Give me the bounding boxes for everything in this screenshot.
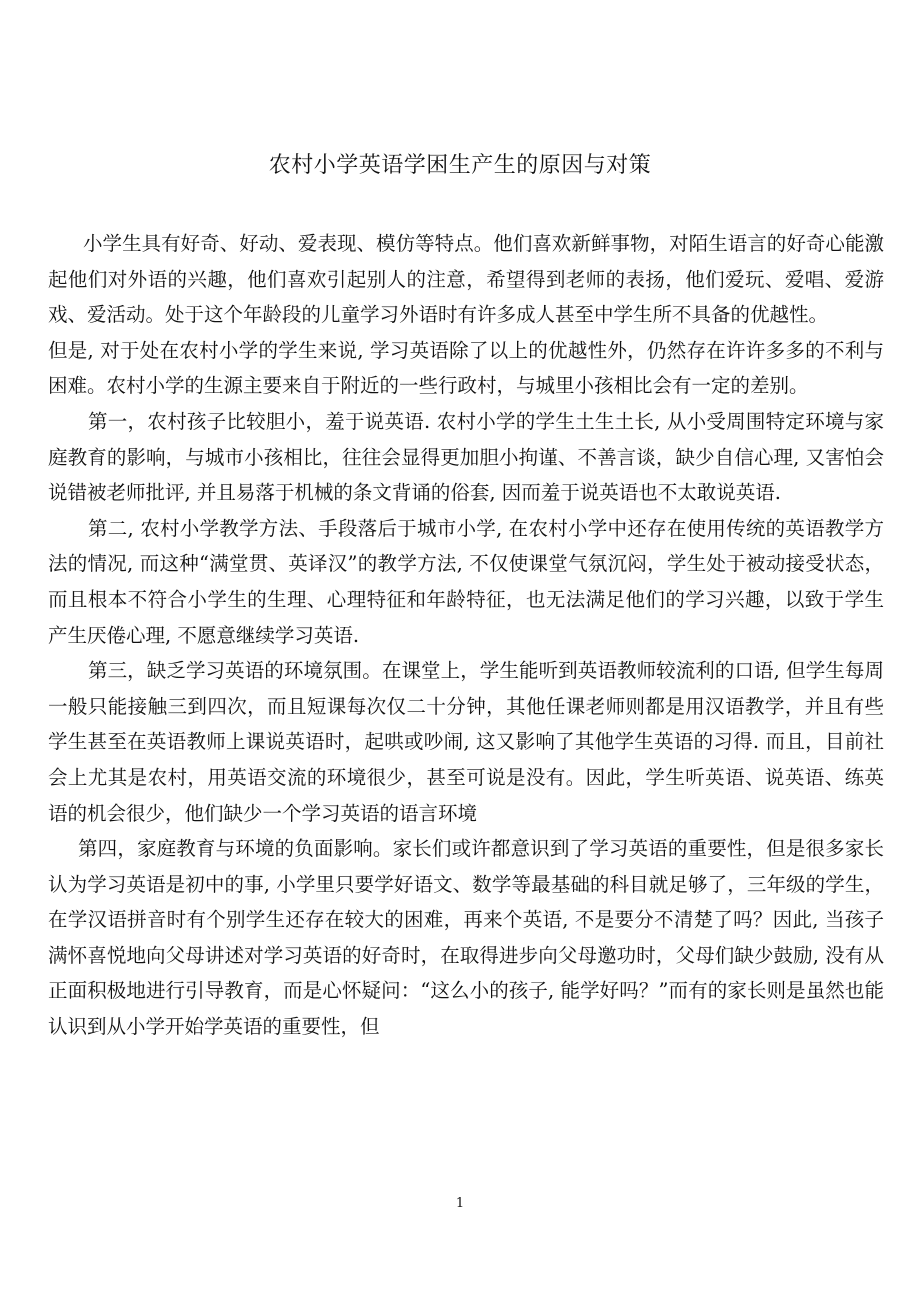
page-number: 1	[455, 1196, 465, 1211]
paragraph-third: 第三，缺乏学习英语的环境氛围。在课堂上，学生能听到英语教师较流利的口语, 但学生每周一般只能接触三到四次，而且短课每次仅二十分钟，其他任课老师则都是用汉语教学，并且有些学生甚至在英语教师上课说英语时，起哄或吵闹, 这又影响了其他学生英语的习得. 而且，目前社会上尤其是农村，用英语交流的环境很少，甚至可说是没有。因此，学生听英语、说英语、练英语的机会很少，他们缺少一个学习英语的语言环境	[48, 659, 884, 825]
document-title: 农村小学英语学困生产生的原因与对策	[268, 153, 652, 178]
paragraph-however: 但是, 对于处在农村小学的学生来说, 学习英语除了以上的优越性外，仍然存在许许多多的不利与困难。农村小学的生源主要来自于附近的一些行政村，与城里小孩相比会有一定的差别。	[48, 338, 884, 398]
paragraph-intro: 小学生具有好奇、好动、爱表现、模仿等特点。他们喜欢新鲜事物，对陌生语言的好奇心能激起他们对外语的兴趣，他们喜欢引起别人的注意，希望得到老师的表扬，他们爱玩、爱唱、爱游戏、爱活动。处于这个年龄段的儿童学习外语时有许多成人甚至中学生所不具备的优越性。	[48, 232, 884, 327]
document-body	[48, 226, 884, 1045]
paragraph-first: 第一，农村孩子比较胆小，羞于说英语. 农村小学的学生土生土长, 从小受周围特定环境与家庭教育的影响，与城市小孩相比，往往会显得更加胆小拘谨、不善言谈，缺少自信心理, 又害怕会说错被老师批评, 并且易落于机械的条文背诵的俗套, 因而羞于说英语也不太敢说英语.	[48, 409, 884, 505]
paragraph-second: 第二, 农村小学教学方法、手段落后于城市小学, 在农村小学中还存在使用传统的英语教学方法的情况, 而这种“满堂贯、英译汉”的教学方法, 不仅使课堂气氛沉闷，学生处于被动接受状态，而且根本不符合小学生的生理、心理特征和年龄特征，也无法满足他们的学习兴趣，以致于学生产生厌倦心理, 不愿意继续学习英语.	[48, 516, 884, 647]
paragraph-fourth: 第四，家庭教育与环境的负面影响。家长们或许都意识到了学习英语的重要性，但是很多家长认为学习英语是初中的事, 小学里只要学好语文、数学等最基础的科目就足够了，三年级的学生，在学汉语拼音时有个别学生还存在较大的困难，再来个英语, 不是要分不清楚了吗？因此, 当孩子满怀喜悦地向父母讲述对学习英语的好奇时，在取得进步向父母邀功时，父母们缺少鼓励, 没有从正面积极地进行引导教育，而是心怀疑问：“这么小的孩子, 能学好吗？”而有的家长则是虽然也能认识到从小学开始学英语的重要性，但	[48, 837, 884, 1039]
